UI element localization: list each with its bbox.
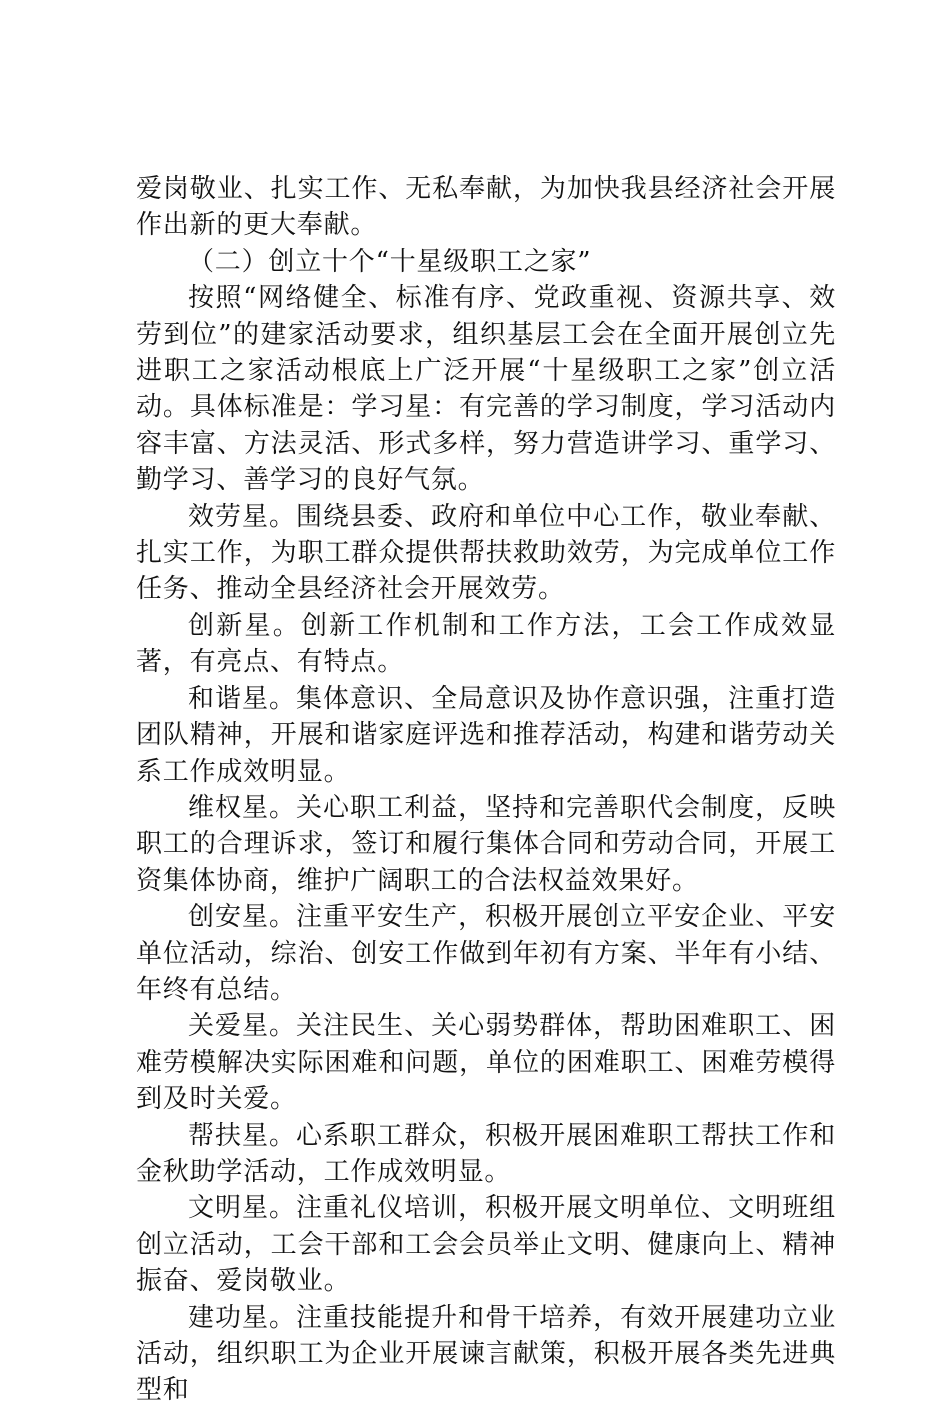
paragraph-service-star: 效劳星。围绕县委、政府和单位中心工作，敬业奉献、扎实工作，为职工群众提供帮扶救助效劳，为完成单位工作任务、推动全县经济社会开展效劳。 <box>136 501 836 605</box>
section-heading: （二）创立十个“十星级职工之家” <box>188 246 592 277</box>
paragraph-innovation-star: 创新星。创新工作机制和工作方法，工会工作成效显著，有亮点、有特点。 <box>136 610 836 678</box>
paragraph-care-star: 关爱星。关注民生、关心弱势群体，帮助困难职工、困难劳模解决实际困难和问题，单位的困难职工、困难劳模得到及时关爱。 <box>136 1011 836 1115</box>
continuation-paragraph: 爱岗敬业、扎实工作、无私奉献，为加快我县经济社会开展作出新的更大奉献。 <box>136 174 836 241</box>
document-body <box>136 171 836 1409</box>
paragraph-standards: 按照“网络健全、标准有序、党政重视、资源共享、效劳到位”的建家活动要求，组织基层工会在全面开展创立先进职工之家活动根底上广泛开展“十星级职工之家”创立活动。具体标准是：学习星：有完善的学习制度，学习活动内容丰富、方法灵活、形式多样，努力营造讲学习、重学习、勤学习、善学习的良好气氛。 <box>136 283 836 496</box>
paragraph-merit-star: 建功星。注重技能提升和骨干培养，有效开展建功立业活动，组织职工为企业开展谏言献策，积极开展各类先进典型和 <box>136 1302 836 1406</box>
paragraph-harmony-star: 和谐星。集体意识、全局意识及协作意识强，注重打造团队精神，开展和谐家庭评选和推荐活动，构建和谐劳动关系工作成效明显。 <box>136 683 836 787</box>
paragraph-support-star: 帮扶星。心系职工群众，积极开展困难职工帮扶工作和金秋助学活动，工作成效明显。 <box>136 1120 836 1187</box>
paragraph-rights-star: 维权星。关心职工利益，坚持和完善职代会制度，反映职工的合理诉求，签订和履行集体合同和劳动合同，开展工资集体协商，维护广阔职工的合法权益效果好。 <box>136 792 836 896</box>
paragraph-safety-star: 创安星。注重平安生产，积极开展创立平安企业、平安单位活动，综治、创安工作做到年初有方案、半年有小结、年终有总结。 <box>136 902 836 1005</box>
paragraph-civility-star: 文明星。注重礼仪培训，积极开展文明单位、文明班组创立活动，工会干部和工会会员举止文明、健康向上、精神振奋、爱岗敬业。 <box>136 1193 836 1297</box>
